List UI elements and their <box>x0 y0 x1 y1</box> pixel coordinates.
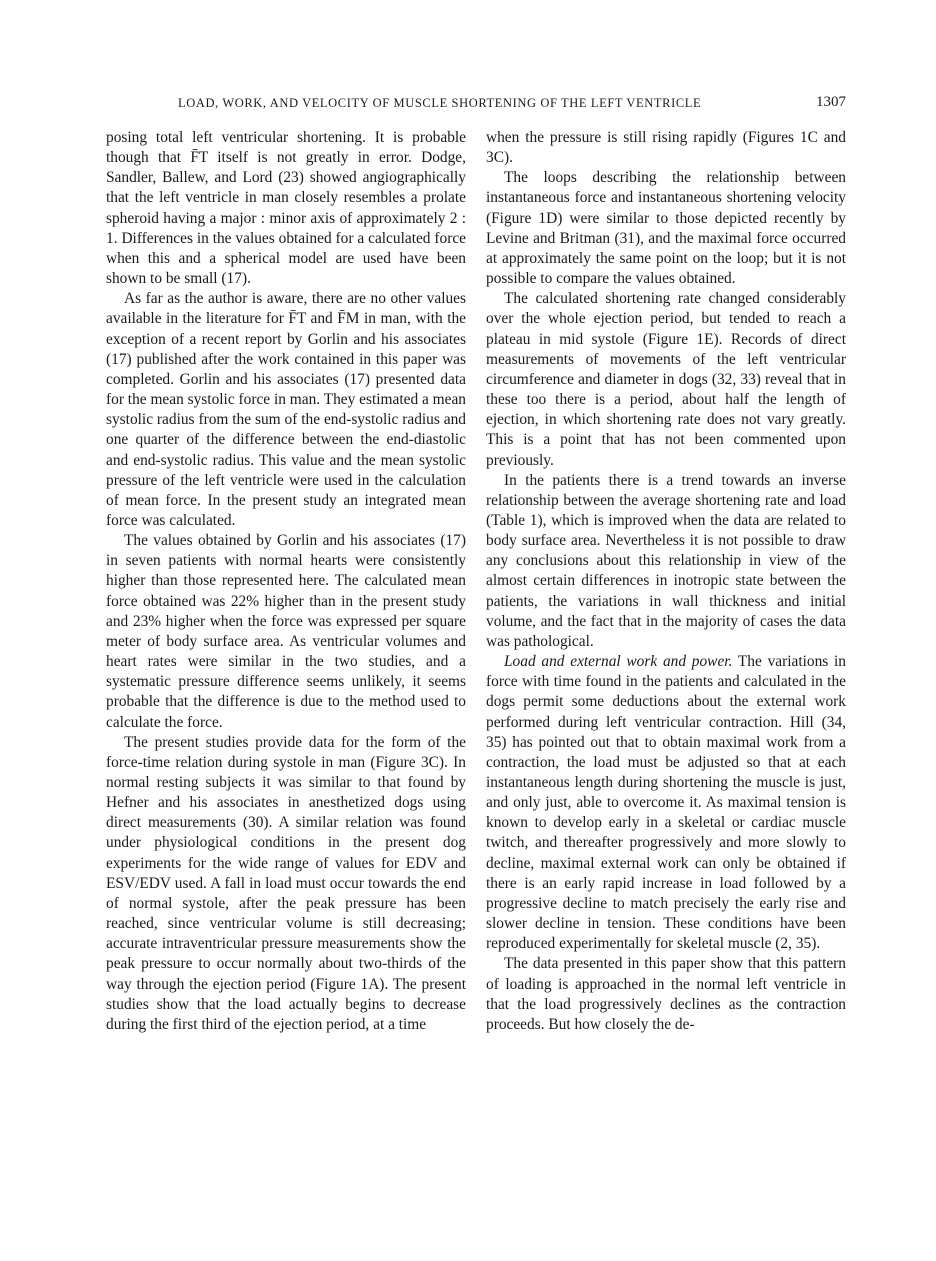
paragraph: As far as the author is aware, there are no other values available in the literature for F̄T and F̄M in man, with the exception of a recent report by Gorlin and his associates (17) published after the work contained in this paper was completed. Gorlin and his associates (17) presented data for the mean systolic force in man. They estimated a mean systolic radius from the sum of the end-systolic radius and one quarter of the difference between the end-diastolic and end-systolic radius. This value and the mean systolic pressure of the left ventricle were used in the calculation of mean force. In the present study an integrated mean force was calculated. <box>106 290 466 529</box>
right-column <box>486 128 846 1035</box>
page-number: 1307 <box>816 94 846 110</box>
paragraph: The loops describing the relationship between instantaneous force and instantaneous shortening velocity (Figure 1D) were similar to those depicted recently by Levine and Britman (31), and the maximal force occurred at approximately the same point on the loop; but it is not possible to compare the values obtained. <box>486 169 846 288</box>
left-column <box>106 128 466 1035</box>
paragraph: The present studies provide data for the form of the force-time relation during systole in man (Figure 3C). In normal resting subjects it was similar to that found by Hefner and his associates in anesthetized dogs using direct measurements (30). A similar relation was found under physiological conditions in the present dog experiments for the wide range of values for EDV and ESV/EDV used. A fall in load must occur towards the end of normal systole, after the peak pressure has been reached, since ventricular volume is still decreasing; accurate intraventricular pressure measurements show the peak pressure to occur normally about two-thirds of the way through the ejection period (Figure 1A). The present studies show that the load actually begins to decrease during the first third of the ejection period, at a time <box>106 733 466 1033</box>
section-run-in-heading: Load and external work and power. <box>504 653 733 671</box>
paragraph: when the pressure is still rising rapidly (Figures 1C and 3C). <box>486 129 846 167</box>
paragraph <box>486 652 846 954</box>
running-head: LOAD, WORK, AND VELOCITY OF MUSCLE SHORTENING OF THE LEFT VENTRICLE <box>178 96 702 110</box>
paragraph: In the patients there is a trend towards an inverse relationship between the average shortening rate and load (Table 1), which is improved when the data are related to body surface area. Nevertheless it is not possible to draw any conclusions about this relationship in view of the almost certain differences in inotropic state between the patients, the variations in wall thickness and initial volume, and the fact that in the majority of cases the data was pathological. <box>486 471 846 650</box>
paragraph: The values obtained by Gorlin and his associates (17) in seven patients with normal hearts were consistently higher than those represented here. The calculated mean force obtained was 22% higher than in the present study and 23% higher when the force was expressed per square meter of body surface area. As ventricular volumes and heart rates were similar in the two studies, and a systematic pressure difference seems unlikely, it seems probable that the difference is due to the method used to calculate the force. <box>106 532 466 731</box>
paragraph: The data presented in this paper show that this pattern of loading is approached in the normal left ventricle in that the load progressively declines as the contraction proceeds. But how closely the de- <box>486 955 846 1033</box>
paragraph-body: The variations in force with time found in the patients and calculated in the dogs permit some deductions about the external work performed during left ventricular contraction. Hill (34, 35) has pointed out that to obtain maximal work from a contraction, the load must be adjusted so that at each instantaneous length during shortening the muscle is just, and only just, able to overcome it. As maximal tension is known to develop early in a skeletal or cardiac muscle twitch, and thereafter progressively and more slowly to decline, maximal external work can only be obtained if there is an early rapid increase in load followed by a progressive decline to match precisely the early rise and slower decline in tension. These conditions have been reproduced experimentally for skeletal muscle (2, 35). <box>486 653 846 953</box>
paragraph: The calculated shortening rate changed considerably over the whole ejection period, but tended to reach a plateau in mid systole (Figure 1E). Records of direct measurements of movements of the left ventricular circumference and diameter in dogs (32, 33) reveal that in these too there is a period, about half the length of ejection, in which shortening rate does not vary greatly. This is a point that has not been commented upon previously. <box>486 290 846 469</box>
page-header <box>106 96 846 114</box>
paragraph: posing total left ventricular shortening. It is probable though that F̄T itself is not greatly in error. Dodge, Sandler, Ballew, and Lord (23) showed angiographically that the left ventricle in man closely resembles a prolate spheroid having a major : minor axis of approximately 2 : 1. Differences in the values obtained for a calculated force when this and a spherical model are used have been shown to be small (17). <box>106 129 466 288</box>
